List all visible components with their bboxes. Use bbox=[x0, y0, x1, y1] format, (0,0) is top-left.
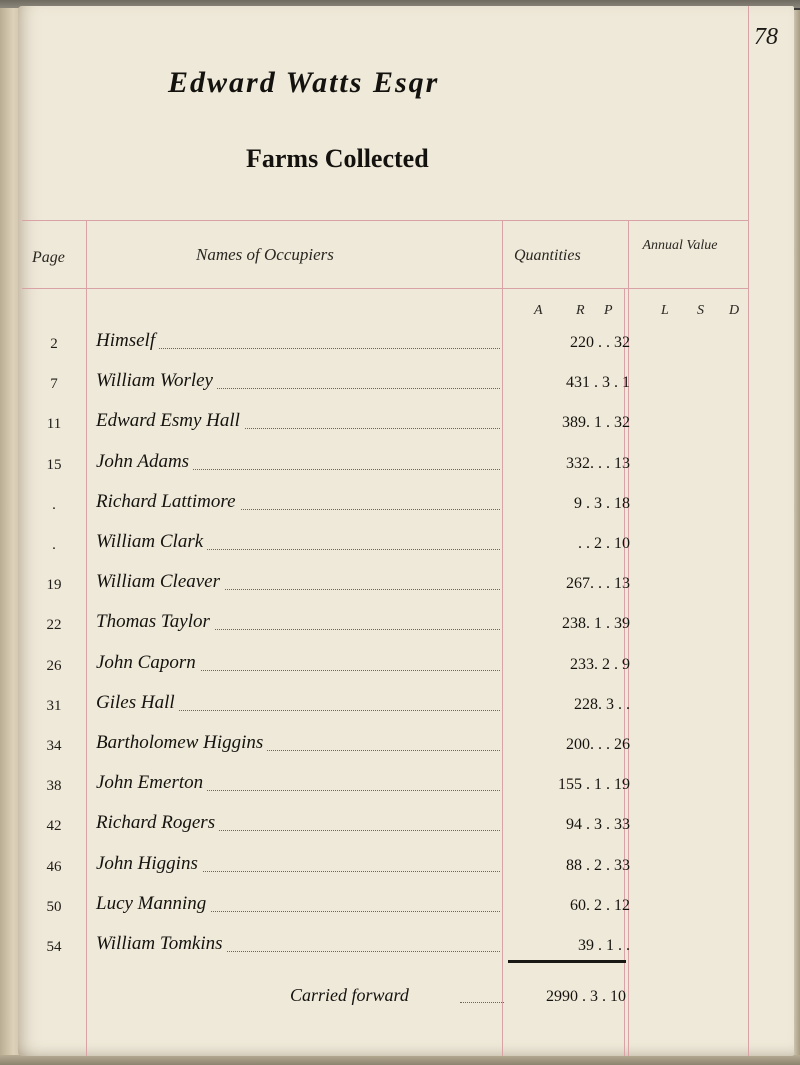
page-title: Edward Watts Esqr bbox=[168, 66, 440, 99]
row-occupier-name: John Emerton bbox=[96, 772, 207, 794]
unit-pounds: L bbox=[661, 303, 669, 318]
row-page-ref: . bbox=[52, 537, 56, 553]
table-row bbox=[22, 366, 762, 402]
header-quantities: Quantities bbox=[514, 247, 581, 264]
row-quantity: 155 . 1 . 19 bbox=[558, 776, 630, 793]
rule-header-bottom bbox=[22, 288, 748, 289]
unit-pence: D bbox=[729, 303, 740, 318]
row-page-ref: 42 bbox=[46, 818, 62, 834]
unit-acres: A bbox=[534, 303, 543, 318]
row-occupier-name: John Higgins bbox=[96, 853, 202, 875]
carried-forward-label: Carried forward bbox=[290, 985, 409, 1005]
table-row bbox=[22, 728, 762, 764]
row-page-ref: 31 bbox=[46, 698, 62, 714]
row-occupier-name: Giles Hall bbox=[96, 692, 179, 714]
row-quantity: 200. . . 26 bbox=[566, 736, 630, 753]
table-row bbox=[22, 808, 762, 844]
row-occupier-name: William Cleaver bbox=[96, 571, 224, 593]
header-names: Names of Occupiers bbox=[196, 245, 334, 264]
row-page-ref: 26 bbox=[46, 658, 62, 674]
row-quantity: . . 2 . 10 bbox=[578, 535, 630, 552]
unit-perches: P bbox=[604, 303, 613, 318]
bottom-edge bbox=[0, 1055, 800, 1065]
row-page-ref: 19 bbox=[46, 577, 62, 593]
row-quantity: 238. 1 . 39 bbox=[562, 615, 630, 632]
row-quantity: 220 . . 32 bbox=[570, 334, 630, 351]
table-row bbox=[22, 487, 762, 523]
row-quantity: 39 . 1 . . bbox=[578, 937, 630, 954]
row-quantity: 9 . 3 . 18 bbox=[574, 495, 630, 512]
row-occupier-name: Richard Lattimore bbox=[96, 491, 240, 513]
row-quantity: 60. 2 . 12 bbox=[570, 897, 630, 914]
row-page-ref: . bbox=[52, 497, 56, 513]
row-occupier-name: William Worley bbox=[96, 370, 217, 392]
row-occupier-name: William Clark bbox=[96, 531, 207, 553]
row-quantity: 228. 3 . . bbox=[574, 696, 630, 713]
row-occupier-name: Himself bbox=[96, 330, 159, 352]
row-quantity: 332. . . 13 bbox=[566, 455, 630, 472]
row-occupier-name: Thomas Taylor bbox=[96, 611, 214, 633]
row-quantity: 431 . 3 . 1 bbox=[566, 374, 630, 391]
table-row bbox=[22, 447, 762, 483]
row-occupier-name: Edward Esmy Hall bbox=[96, 410, 244, 432]
header-page: Page bbox=[32, 249, 65, 266]
table-row bbox=[22, 889, 762, 925]
row-quantity: 94 . 3 . 33 bbox=[566, 816, 630, 833]
table-row bbox=[22, 849, 762, 885]
page-number: 78 bbox=[754, 24, 778, 50]
row-occupier-name: John Caporn bbox=[96, 652, 200, 674]
row-quantity: 88 . 2 . 33 bbox=[566, 857, 630, 874]
row-occupier-name: William Tomkins bbox=[96, 933, 227, 955]
unit-shillings: S bbox=[697, 303, 704, 318]
row-occupier-name: Bartholomew Higgins bbox=[96, 732, 267, 754]
page-subtitle: Farms Collected bbox=[246, 144, 429, 173]
header-annual-value: Annual Value bbox=[642, 238, 718, 253]
row-page-ref: 54 bbox=[46, 939, 62, 955]
row-occupier-name: Lucy Manning bbox=[96, 893, 210, 915]
sum-underline bbox=[508, 960, 626, 963]
row-page-ref: 2 bbox=[50, 336, 58, 352]
table-row bbox=[22, 648, 762, 684]
row-page-ref: 46 bbox=[46, 859, 62, 875]
table-row bbox=[22, 406, 762, 442]
row-quantity: 267. . . 13 bbox=[566, 575, 630, 592]
table-row bbox=[22, 567, 762, 603]
row-page-ref: 34 bbox=[46, 738, 62, 754]
row-quantity: 389. 1 . 32 bbox=[562, 414, 630, 431]
carried-forward-total: 2990 . 3 . 10 bbox=[546, 988, 626, 1005]
row-page-ref: 38 bbox=[46, 778, 62, 794]
row-page-ref: 7 bbox=[50, 376, 58, 392]
table-row bbox=[22, 527, 762, 563]
rule-header-top bbox=[22, 220, 748, 221]
row-quantity: 233. 2 . 9 bbox=[570, 656, 630, 673]
row-page-ref: 50 bbox=[46, 899, 62, 915]
row-occupier-name: Richard Rogers bbox=[96, 812, 219, 834]
table-row bbox=[22, 929, 762, 965]
table-row bbox=[22, 326, 762, 362]
table-row bbox=[22, 607, 762, 643]
row-page-ref: 15 bbox=[46, 457, 62, 473]
row-page-ref: 22 bbox=[46, 617, 62, 633]
row-page-ref: 11 bbox=[46, 416, 62, 432]
table-row bbox=[22, 688, 762, 724]
unit-roods: R bbox=[576, 303, 585, 318]
table-row bbox=[22, 768, 762, 804]
row-occupier-name: John Adams bbox=[96, 451, 193, 473]
